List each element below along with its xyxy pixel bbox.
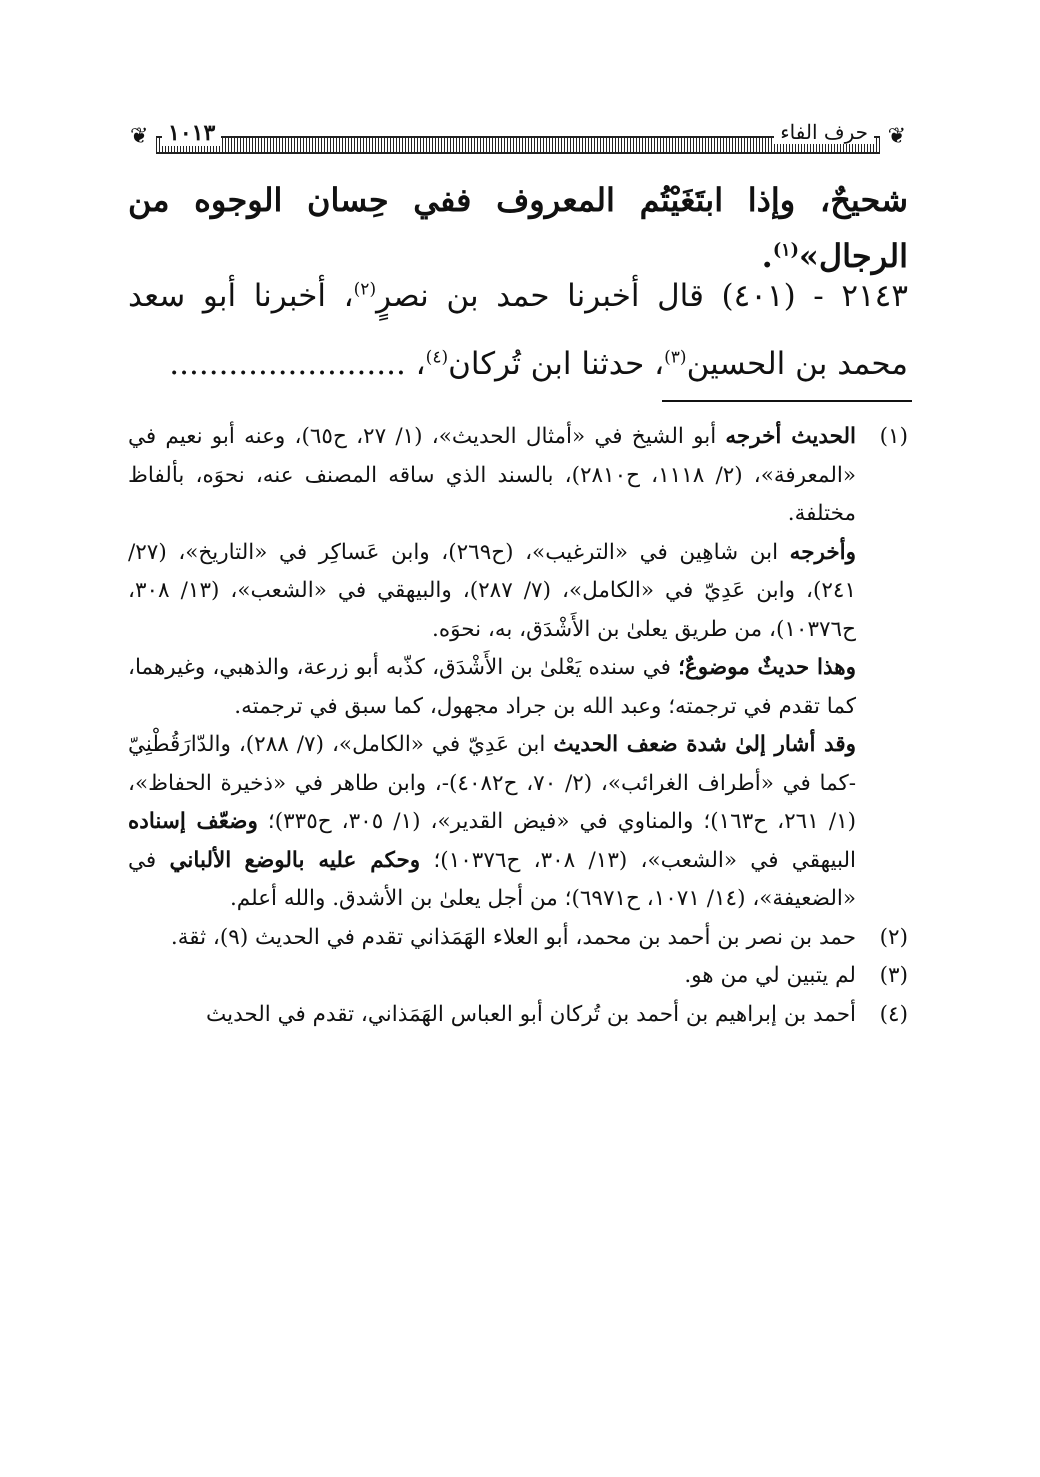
isnad-segment: ، حدثنا ابن تُركان [448, 346, 665, 382]
footnote-text: أبو الشيخ في «أمثال الحديث»، (١/ ٢٧، ح٦٥)، وعنه أبو نعيم في «المعرفة»، (٢/ ١١١٨، ح٢٨١٠)، بالسند الذي ساقه المصنف عنه، نحوَه، بألفاظ مختلفة. [128, 424, 857, 526]
bold-lead-text: الألباني [169, 847, 232, 873]
footnotes [128, 418, 908, 1034]
hadith-text-tail: . [761, 237, 773, 275]
isnad-paragraph [128, 262, 908, 398]
footnote-number: (٢) [879, 924, 908, 950]
footnote-number: (٤) [879, 1001, 908, 1027]
footnote-ref[interactable]: (٣) [664, 347, 687, 368]
footnote-paragraph [128, 726, 856, 919]
footnote-ref[interactable]: (٢) [353, 279, 377, 300]
bold-lead-text: وضعّف إسناده [128, 809, 258, 834]
footnote [128, 957, 908, 996]
footnote [128, 996, 908, 1035]
footnote-number: (١) [879, 424, 908, 449]
footnote-text: في سنده يَعْلىٰ بن الأَشْدَق، كذّبه أبو زرعة، والذهبي، وغيرهما، كما تقدم في ترجمته؛ وعبد الله بن جراد مجهول، كما سبق في ترجمته. [128, 655, 856, 719]
footnote-body [128, 418, 856, 919]
footnote-text [231, 848, 244, 873]
isnad-segment: ٢١٤٣ - (٤٠١) قال أخبرنا حمد بن نصرٍ [376, 278, 908, 314]
footnote-paragraph [128, 418, 856, 534]
footnote-ref[interactable]: (٤) [425, 347, 449, 368]
isnad-segment: ، أخبرنا أبو سعد محمد بن الحسين [128, 278, 908, 382]
running-header [128, 118, 908, 158]
bold-lead-text: وحكم عليه بالوضع [244, 847, 421, 873]
footnote-paragraph [128, 649, 856, 726]
footnote-paragraph [128, 919, 856, 958]
bold-lead-text: وأخرجه [789, 539, 856, 565]
footnote-number: (٣) [879, 963, 908, 988]
footnote-paragraph [128, 534, 856, 650]
header-ornamental-band [156, 136, 880, 154]
footnote-paragraph [128, 996, 856, 1035]
footnote-text: في «الضعيفة»، (١٤/ ١٠٧١، ح٦٩٧١)؛ من أجل يعلىٰ بن الأشدق. والله أعلم. [128, 847, 856, 911]
flower-ornament-icon: ❦ [130, 124, 149, 149]
hadith-text: شحيحٌ، وإذا ابتَغَيْتُم المعروف ففي حِسان الوجوه من الرجال» [128, 181, 908, 275]
footnote-ref[interactable]: (١) [772, 239, 799, 261]
footnote-body [128, 919, 856, 958]
bold-lead-text: الحديث أخرجه [725, 424, 857, 449]
footnote-paragraph [128, 957, 856, 996]
footnote [128, 418, 908, 919]
isnad-segment: ، ........................ [169, 346, 426, 382]
footnote-text: ابن عَدِيّ في «الكامل»، (٧/ ٢٨٨)، والدّارَقُطْنِيّ -كما في «أطراف الغرائب»، (٢/ ٧٠، ح٤٠٨٢)-، وابن طاهر في «ذخيرة الحفاظ»، (١/ ٢٦١، ح١٦٣)؛ والمناوي في «فيض القدير»، (١/ ٣٠٥، ح٣٣٥)؛ [128, 732, 857, 834]
footnote-separator [662, 400, 912, 402]
flower-ornament-icon: ❦ [887, 124, 906, 149]
page-number: ١٠١٣ [162, 120, 221, 146]
footnote-text: البيهقي في «الشعب»، (١٣/ ٣٠٨، ح١٠٣٧٦)؛ [420, 847, 856, 873]
footnote-body [128, 957, 856, 996]
footnote-text: أحمد بن إبراهيم بن أحمد بن تُركان أبو العباس الهَمَذاني، تقدم في الحديث [205, 1001, 856, 1027]
chapter-title: حرف الفاء [774, 120, 874, 144]
footnote [128, 919, 908, 958]
bold-lead-text: وقد أشار إلىٰ شدة ضعف الحديث [553, 732, 856, 757]
bold-lead-text: وهذا حديثٌ موضوعٌ؛ [678, 655, 856, 680]
footnote-text: ابن شاهِين في «الترغيب»، (ح٢٦٩)، وابن عَساكِر في «التاريخ»، (٢٧/ ٢٤١)، وابن عَدِيّ في «الكامل»، (٧/ ٢٨٧)، والبيهقي في «الشعب»، (١٣/ ٣٠٨، ح١٠٣٧٦)، من طريق يعلىٰ بن الأَشْدَق، به، نحوَه. [128, 539, 856, 642]
footnote-body [128, 996, 856, 1035]
footnote-text: لم يتبين لي من هو. [684, 963, 856, 988]
footnote-text: حمد بن نصر بن أحمد بن محمد، أبو العلاء الهَمَذاني تقدم في الحديث (٩)، ثقة. [170, 924, 856, 950]
